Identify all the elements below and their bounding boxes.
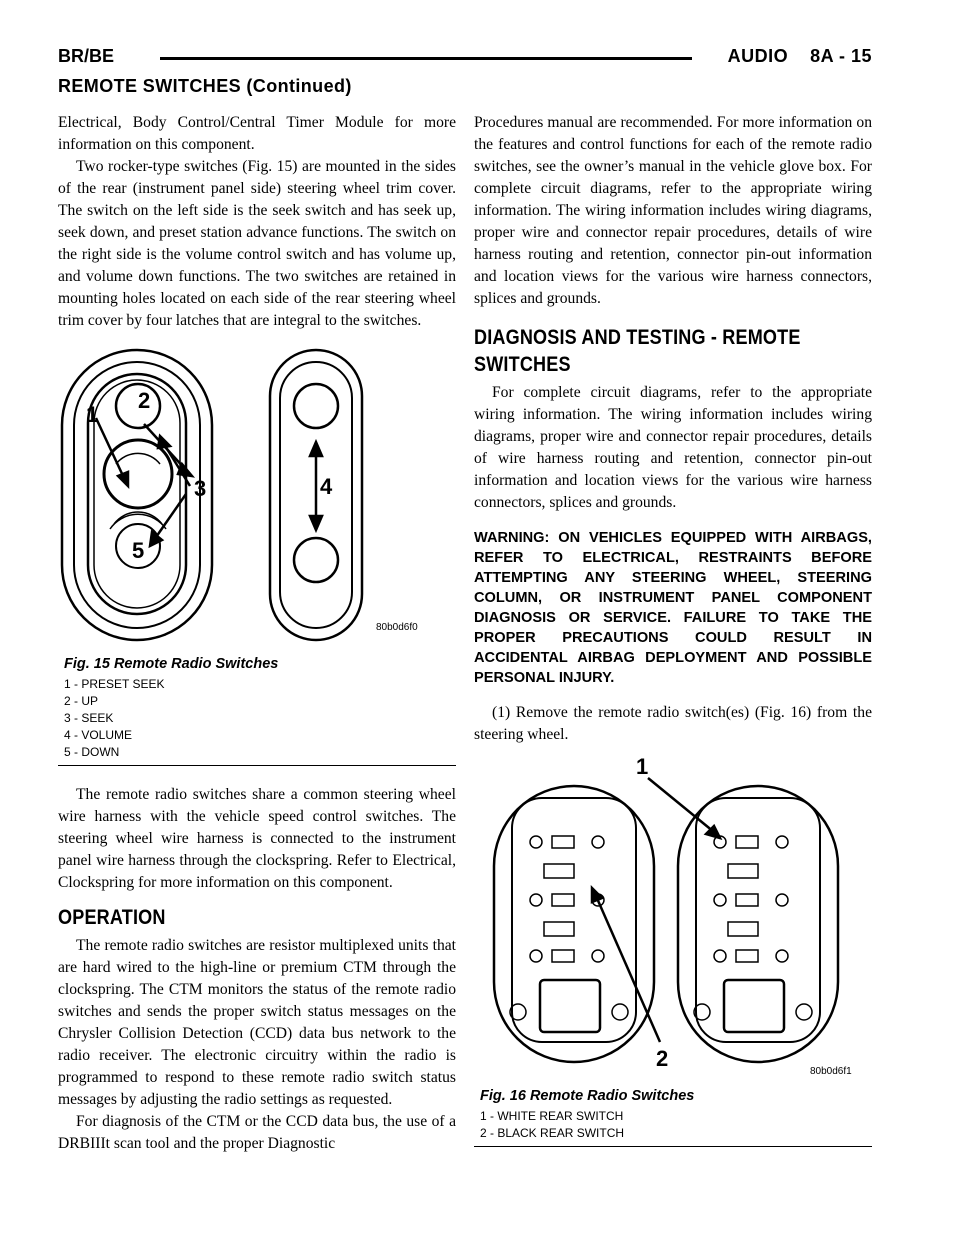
page-header: [58, 46, 872, 72]
fig15-legend-5: 5 - DOWN: [64, 745, 120, 759]
figure-16: [474, 750, 872, 1147]
fig15-legend-2: 2 - UP: [64, 694, 99, 708]
fig15-callout-3: 3: [194, 476, 207, 501]
left-paragraph-4: The remote radio switches are resistor multiplexed units that are hard wired to the high-line or premium CTM through the clockspring. The CTM monitors the status of the remote radio switches and sends the proper switch status messages on the Chrysler Collision Detection (CCD) data bus network to the radio receiver. The electronic circuitry within the radio is programmed to respond to these remote radio switch status messages by adjusting the radio settings as requested.: [58, 937, 456, 1108]
right-column: [474, 112, 872, 1147]
fig16-callout-2: 2: [656, 1046, 669, 1071]
right-paragraph-3: (1) Remove the remote radio switch(es) (Fig. 16) from the steering wheel.: [474, 704, 872, 743]
fig16-legend-1: 1 - WHITE REAR SWITCH: [480, 1109, 624, 1123]
left-paragraph-2: Two rocker-type switches (Fig. 15) are mounted in the sides of the rear (instrument panel side) steering wheel trim cover. The switch on the left side is the seek switch and has seek up, seek down, and preset station advance functions. The switch on the right side is the volume control switch and has volume up, and volume down functions. The two switches are retained in mounting holes located on each side of the rear steering wheel trim cover by four latches that are integral to the switches.: [58, 158, 456, 329]
fig16-rule: [474, 1146, 872, 1147]
figure-15: [58, 346, 456, 766]
right-paragraph-2: For complete circuit diagrams, refer to the appropriate wiring information. The wiring information includes wiring diagrams, proper wire and connector repair procedures, details of wire harness routing and retention, connector pin-out information and location views for the various wire harness connectors, splices and grounds.: [474, 384, 872, 511]
fig16-caption: Fig. 16 Remote Radio Switches: [480, 1088, 695, 1104]
fig15-callout-4: 4: [320, 474, 333, 499]
header-right: AUDIO 8A - 15: [727, 46, 872, 66]
operation-heading: OPERATION: [58, 906, 166, 929]
fig16-code: 80b0d6f1: [810, 1066, 852, 1077]
left-paragraph-3: The remote radio switches share a common steering wheel wire harness with the vehicle speed control switches. The steering wheel wire harness is connected to the instrument panel wire harness through the clockspring. Refer to Electrical, Clockspring for more information on this component.: [58, 786, 456, 891]
warning-text: WARNING: ON VEHICLES EQUIPPED WITH AIRBAGS, REFER TO ELECTRICAL, RESTRAINTS BEFORE ATTEMPTING ANY STEERING WHEEL, STEERING COLUMN, OR INSTRUMENT PANEL COMPONENT DIAGNOSIS OR SERVICE. FAILURE TO TAKE THE PROPER PRECAUTIONS COULD RESULT IN ACCIDENTAL AIRBAG DEPLOYMENT AND POSSIBLE PERSONAL INJURY.: [474, 530, 872, 686]
fig15-callout-2: 2: [138, 388, 151, 413]
figure-15-illustration: [58, 346, 456, 650]
left-paragraph-5: For diagnosis of the CTM or the CCD data bus, the use of a DRBIIIt scan tool and the proper Diagnostic: [58, 1113, 456, 1152]
header-left: BR/BE: [58, 46, 115, 66]
fig16-legend-2: 2 - BLACK REAR SWITCH: [480, 1126, 625, 1140]
header-rule: [160, 57, 692, 60]
right-paragraph-1: Procedures manual are recommended. For more information on the features and control functions for each of the remote radio switches, see the owner’s manual in the vehicle glove box. For complete circuit diagrams, refer to the appropriate wiring information. The wiring information includes wiring diagrams, proper wire and connector repair procedures, details of wire harness routing and retention, connector pin-out information and location views for the various wire harness connectors, splices and grounds.: [474, 114, 872, 307]
left-column: [58, 112, 456, 1155]
fig15-rule: [58, 765, 456, 766]
fig15-caption: Fig. 15 Remote Radio Switches: [64, 656, 279, 672]
diagnosis-heading-line-1: DIAGNOSIS AND TESTING - REMOTE: [474, 326, 801, 349]
left-paragraph-1: Electrical, Body Control/Central Timer Module for more information on this component.: [58, 114, 456, 153]
figure-16-illustration: [474, 750, 872, 1082]
fig15-callout-1: 1: [86, 402, 99, 427]
continued-title: REMOTE SWITCHES (Continued): [58, 76, 352, 96]
fig15-legend-4: 4 - VOLUME: [64, 728, 133, 742]
fig15-legend-1: 1 - PRESET SEEK: [64, 677, 165, 691]
fig15-callout-5: 5: [132, 538, 145, 563]
fig16-callout-1: 1: [636, 754, 649, 779]
fig15-legend-3: 3 - SEEK: [64, 711, 114, 725]
diagnosis-heading-line-2: SWITCHES: [474, 353, 571, 376]
fig15-code: 80b0d6f0: [376, 622, 418, 633]
fig16-detail: [510, 836, 812, 1032]
